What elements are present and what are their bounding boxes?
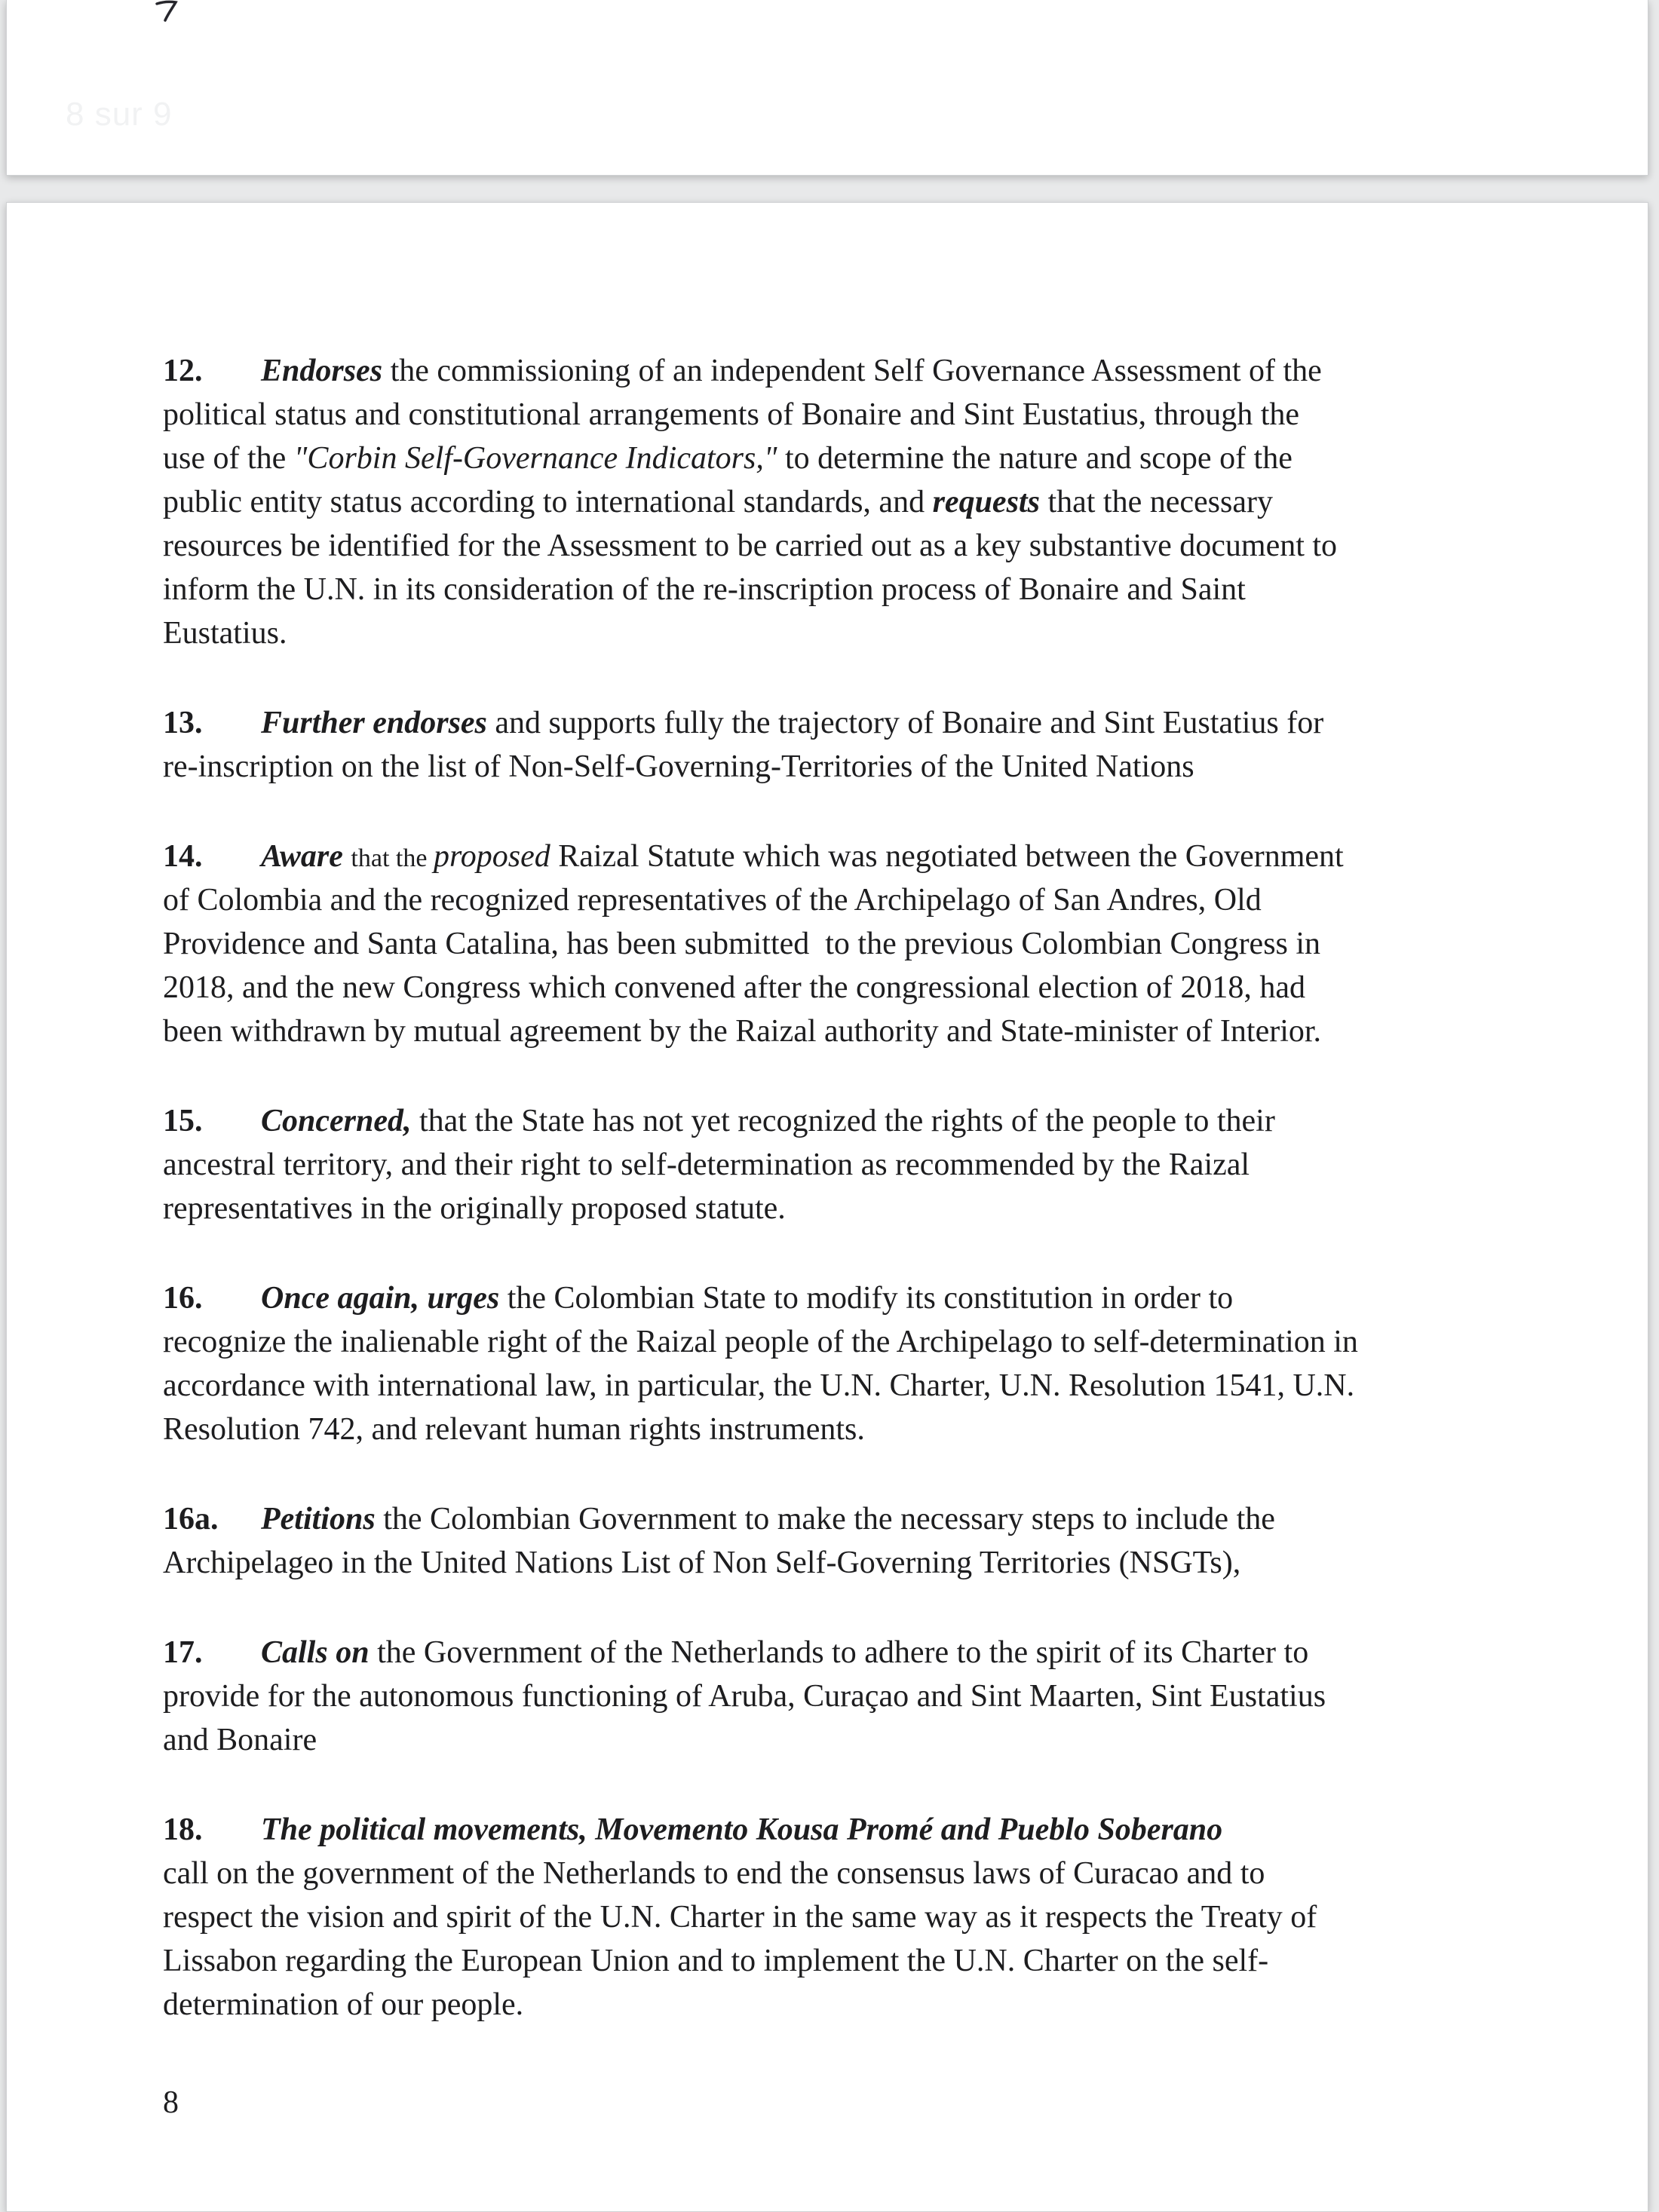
paragraph-number: 13. [163,706,203,740]
text-line: 17. Calls on the Government of the Netherlands to adhere to the spirit of its Charter to [163,1631,1513,1674]
text-line: use of the "Corbin Self-Governance Indicators," to determine the nature and scope of the [163,441,1293,476]
text-line: accordance with international law, in particular, the U.N. Charter, U.N. Resolution 1541, U.N. [163,1368,1355,1403]
text-line: respect the vision and spirit of the U.N. Charter in the same way as it respects the Treaty of [163,1900,1317,1935]
paragraph-number: 15. [163,1104,203,1138]
paragraph-number: 14. [163,839,203,874]
paragraph-number: 18. [163,1812,203,1847]
paragraph [163,835,1513,1053]
paragraph [163,701,1513,789]
text-line: provide for the autonomous functioning of Aruba, Curaçao and Sint Maarten, Sint Eustatius [163,1679,1326,1714]
current-page [6,202,1648,2212]
text-line: and Bonaire [163,1723,317,1757]
text-line: 16a. Petitions the Colombian Government to make the necessary steps to include the [163,1497,1513,1541]
handwritten-seven-icon [155,0,187,23]
page-number: 8 [163,2085,179,2120]
paragraph [163,1631,1513,1762]
text-line: resources be identified for the Assessment to be carried out as a key substantive document to [163,528,1338,563]
text-line: been withdrawn by mutual agreement by the Raizal authority and State-minister of Interior. [163,1014,1322,1049]
page-position-indicator: 8 sur 9 [66,96,173,133]
text-line: representatives in the originally proposed statute. [163,1191,786,1226]
text-line: political status and constitutional arrangements of Bonaire and Sint Eustatius, through the [163,397,1300,432]
text-line: Eustatius. [163,616,287,651]
text-line: 13. Further endorses and supports fully the trajectory of Bonaire and Sint Eustatius for [163,701,1513,745]
paragraph [163,1099,1513,1230]
text-line: 15. Concerned, that the State has not yet recognized the rights of the people to their [163,1099,1513,1143]
text-line: public entity status according to international standards, and requests that the necessary [163,485,1273,519]
text-line: Lissabon regarding the European Union and to implement the U.N. Charter on the self- [163,1944,1269,1978]
text-line: Resolution 742, and relevant human rights instruments. [163,1412,865,1447]
document-body [7,203,1513,2027]
text-line: re-inscription on the list of Non-Self-Governing-Territories of the United Nations [163,749,1194,784]
previous-page [6,0,1648,176]
text-line: recognize the inalienable right of the Raizal people of the Archipelago to self-determination in [163,1325,1358,1359]
text-line: 18. The political movements, Movemento Kousa Promé and Pueblo Soberano [163,1808,1513,1852]
text-line: Providence and Santa Catalina, has been submitted to the previous Colombian Congress in [163,927,1321,961]
text-line: 14. Aware that the proposed Raizal Statute which was negotiated between the Government [163,835,1513,878]
text-line: inform the U.N. in its consideration of the re-inscription process of Bonaire and Saint [163,572,1246,607]
text-line: 2018, and the new Congress which convened after the congressional election of 2018, had [163,970,1306,1005]
text-line: of Colombia and the recognized representatives of the Archipelago of San Andres, Old [163,883,1262,918]
paragraph [163,1276,1513,1451]
paragraph-number: 16. [163,1281,203,1316]
paragraph [163,1808,1513,2027]
text-line: Archipelageo in the United Nations List of Non Self-Governing Territories (NSGTs), [163,1546,1241,1580]
paragraph [163,1497,1513,1585]
paragraph [163,349,1513,655]
text-line: call on the government of the Netherlands to end the consensus laws of Curacao and to [163,1856,1265,1891]
text-line: determination of our people. [163,1987,524,2022]
text-line: 16. Once again, urges the Colombian State to modify its constitution in order to [163,1276,1513,1320]
paragraph-number: 12. [163,354,203,388]
text-line: 12. Endorses the commissioning of an independent Self Governance Assessment of the [163,349,1513,393]
paragraph-number: 17. [163,1635,203,1670]
text-line: ancestral territory, and their right to self-determination as recommended by the Raizal [163,1147,1250,1182]
paragraph-number: 16a. [163,1502,219,1536]
